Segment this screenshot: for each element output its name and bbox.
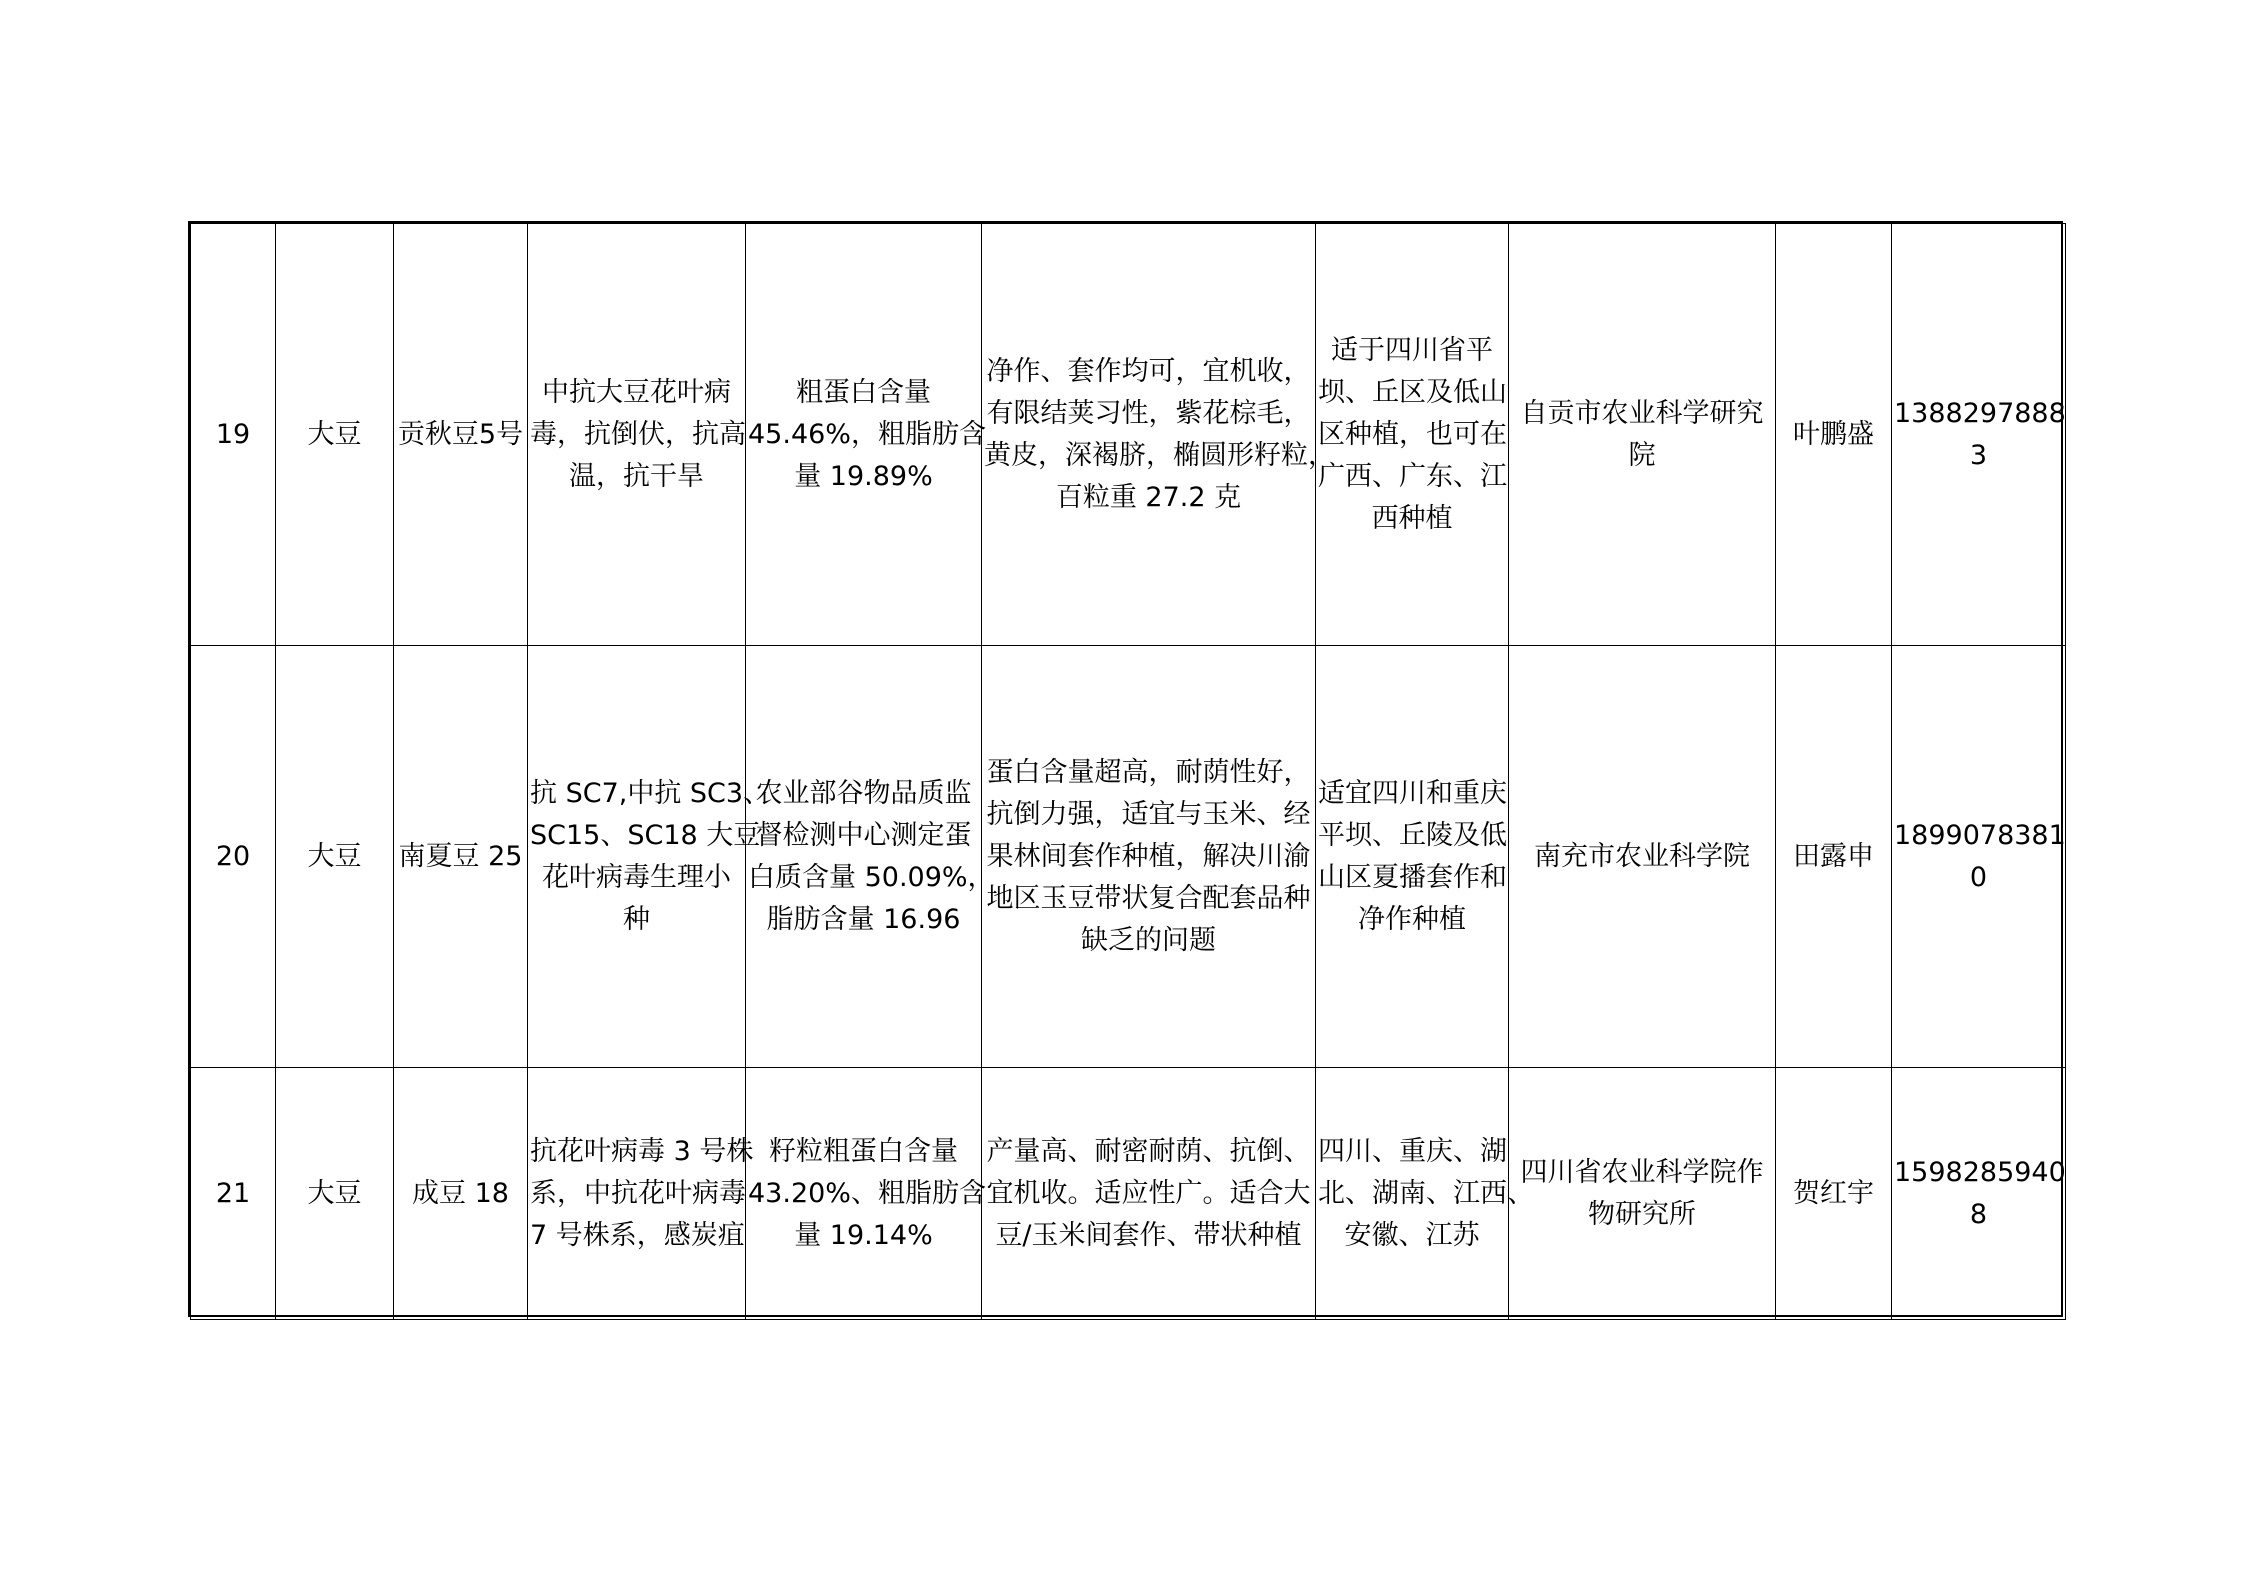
cell-variety-text: 南夏豆 25 (398, 840, 523, 872)
cell-phone-line: 1598285940 (1894, 1156, 2066, 1188)
cell-resistance-line: 毒，抗倒伏，抗高 (530, 418, 746, 450)
cell-crop-text: 大豆 (307, 840, 362, 872)
cell-traits-line: 豆/玉米间套作、带状种植 (995, 1219, 1302, 1251)
cell-quality (746, 224, 986, 646)
cell-number (191, 224, 276, 646)
cell-traits (982, 646, 1316, 1068)
cell-region-line: 安徽、江苏 (1344, 1219, 1480, 1251)
table-row (191, 1068, 2066, 1320)
cell-phone-line: 1388297888 (1894, 397, 2066, 429)
cell-unit-line: 自贡市农业科学研究 (1520, 397, 1764, 429)
cell-region-line: 山区夏播套作和 (1318, 861, 1507, 893)
cell-resistance (528, 1068, 754, 1320)
cell-region-line: 平坝、丘陵及低 (1318, 819, 1507, 851)
cell-traits-line: 黄皮，深褐脐，椭圆形籽粒， (984, 439, 1335, 471)
cell-resistance-line: SC15、SC18 大豆 (530, 819, 761, 851)
cell-phone (1892, 1068, 2066, 1320)
cell-phone-line: 8 (1969, 1198, 1988, 1230)
cell-region (1316, 224, 1509, 646)
cell-crop (276, 646, 394, 1068)
cell-traits-line: 蛋白含量超高，耐荫性好， (986, 756, 1311, 788)
cell-number-text: 19 (215, 418, 251, 450)
cell-crop (276, 1068, 394, 1320)
cell-contact-text: 叶鹏盛 (1793, 418, 1874, 450)
table-row (191, 224, 2066, 646)
cell-contact (1776, 646, 1892, 1068)
table-row (191, 646, 2066, 1068)
cell-quality-line: 45.46%，粗脂肪含 (748, 418, 986, 450)
cell-traits-line: 有限结荚习性，紫花棕毛， (986, 397, 1311, 429)
cell-quality-line: 籽粒粗蛋白含量 (769, 1135, 958, 1167)
cell-region-line: 净作种植 (1358, 903, 1466, 935)
cell-variety-text: 贡秋豆5号 (397, 418, 524, 450)
cell-region-line: 适于四川省平 (1331, 334, 1493, 366)
cell-phone-line: 0 (1969, 861, 1988, 893)
cell-resistance-line: 中抗大豆花叶病 (542, 376, 731, 408)
cell-phone-line: 1899078381 (1894, 819, 2066, 851)
cell-resistance-line: 抗花叶病毒 3 号株 (530, 1135, 754, 1167)
cell-traits (982, 224, 1335, 646)
cell-resistance-line: 7 号株系，感炭疽 (530, 1219, 745, 1251)
cell-resistance (528, 646, 771, 1068)
cell-contact-text: 贺红宇 (1793, 1177, 1874, 1209)
cell-quality-line: 农业部谷物品质监 (755, 777, 972, 809)
cell-resistance-line: 种 (623, 903, 650, 935)
cell-unit-line: 物研究所 (1588, 1198, 1696, 1230)
cell-quality-line: 督检测中心测定蛋 (755, 819, 972, 851)
cell-quality-line: 量 19.89% (794, 460, 933, 492)
cell-phone (1892, 646, 2066, 1068)
cell-number (191, 646, 276, 1068)
cell-unit (1509, 646, 1776, 1068)
cell-quality-line: 脂肪含量 16.96 (766, 903, 961, 935)
cell-quality-line: 白质含量 50.09%， (748, 861, 995, 893)
cell-traits-line: 宜机收。适应性广。适合大 (986, 1177, 1311, 1209)
cell-region-line: 北、湖南、江西、 (1318, 1177, 1534, 1209)
variety-table (190, 223, 2066, 1320)
cell-variety (394, 224, 528, 646)
cell-resistance-line: 系，中抗花叶病毒 (530, 1177, 746, 1209)
cell-resistance-line: 温，抗干旱 (569, 460, 704, 492)
cell-traits-line: 缺乏的问题 (1081, 924, 1216, 956)
cell-variety-text: 成豆 18 (412, 1177, 509, 1209)
cell-region (1316, 1068, 1534, 1320)
cell-crop-text: 大豆 (307, 1177, 362, 1209)
cell-contact-text: 田露申 (1793, 840, 1874, 872)
cell-crop (276, 224, 394, 646)
cell-crop-text: 大豆 (307, 418, 362, 450)
cell-resistance-line: 花叶病毒生理小 (542, 861, 731, 893)
cell-quality-line: 量 19.14% (794, 1219, 933, 1251)
cell-traits-line: 产量高、耐密耐荫、抗倒、 (986, 1135, 1311, 1167)
cell-resistance-line: 抗 SC7,中抗 SC3、 (530, 777, 771, 809)
cell-contact (1776, 224, 1892, 646)
cell-phone (1892, 224, 2066, 646)
cell-unit-line: 院 (1628, 439, 1656, 471)
cell-region-line: 适宜四川和重庆 (1318, 777, 1507, 809)
cell-traits-line: 果林间套作种植，解决川渝 (986, 840, 1311, 872)
cell-region-line: 坝、丘区及低山 (1318, 376, 1507, 408)
cell-traits (982, 1068, 1316, 1320)
cell-traits-line: 净作、套作均可，宜机收， (986, 355, 1311, 387)
cell-region-line: 西种植 (1371, 502, 1453, 534)
cell-traits-line: 地区玉豆带状复合配套品种 (986, 882, 1311, 914)
cell-region-line: 区种植，也可在 (1318, 418, 1507, 450)
cell-unit-line: 四川省农业科学院作 (1520, 1156, 1764, 1188)
cell-region-line: 广西、广东、江 (1318, 460, 1507, 492)
cell-traits-line: 抗倒力强，适宜与玉米、经 (986, 798, 1311, 830)
cell-contact (1776, 1068, 1892, 1320)
cell-quality-line: 粗蛋白含量 (796, 376, 931, 408)
cell-traits-line: 百粒重 27.2 克 (1055, 481, 1242, 513)
cell-region-line: 四川、重庆、湖 (1318, 1135, 1507, 1167)
cell-phone-line: 3 (1969, 439, 1988, 471)
cell-quality (746, 1068, 986, 1320)
cell-unit (1509, 1068, 1776, 1320)
cell-region (1316, 646, 1509, 1068)
cell-variety (394, 1068, 528, 1320)
cell-variety (394, 646, 528, 1068)
variety-table-page (188, 221, 2066, 1317)
cell-unit (1509, 224, 1776, 646)
cell-number-text: 20 (215, 840, 251, 872)
cell-number-text: 21 (215, 1177, 251, 1209)
cell-number (191, 1068, 276, 1320)
cell-quality (746, 646, 995, 1068)
cell-unit-line: 南充市农业科学院 (1534, 840, 1750, 872)
cell-quality-line: 43.20%、粗脂肪含 (748, 1177, 986, 1209)
cell-resistance (528, 224, 746, 646)
